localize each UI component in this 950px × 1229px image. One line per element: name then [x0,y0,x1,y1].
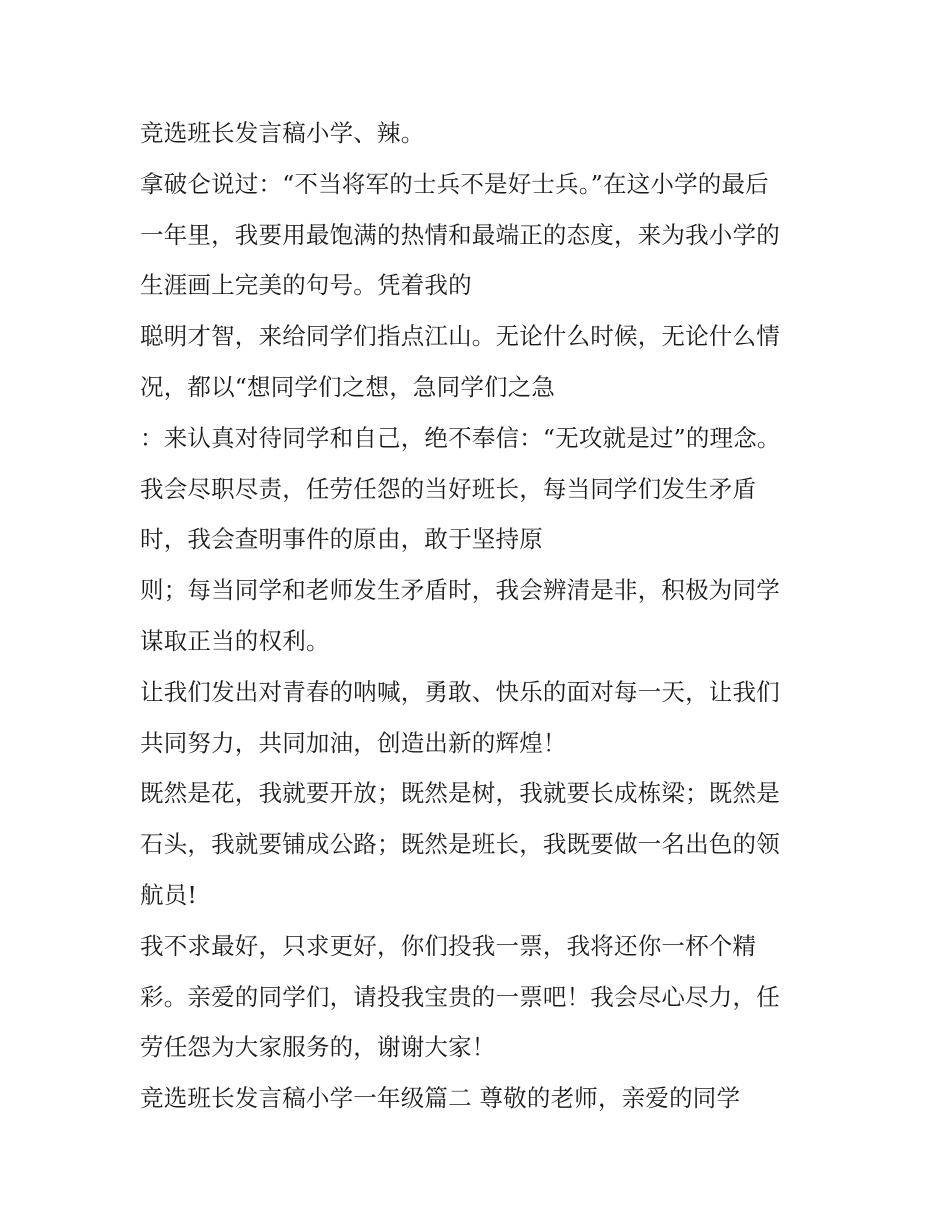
text-line: 时，我会查明事件的原由，敢于坚持原 [140,525,543,554]
text-line: 一年里，我要用最饱满的热情和最端正的态度，来为我小学的 [140,220,780,249]
text-line: 拿破仑说过：“不当将军的士兵不是好士兵。”在这小学的最后 [140,169,769,198]
text-line: 石头，我就要铺成公路；既然是班长，我既要做一名出色的领 [140,830,780,859]
text-line: 让我们发出对青春的呐喊，勇敢、快乐的面对每一天，让我们 [140,677,780,706]
text-line-section-heading: 竞选班长发言稿小学一年级篇二 尊敬的老师，亲爱的同学 [140,1084,741,1113]
text-line: 既然是花，我就要开放；既然是树，我就要长成栋梁；既然是 [140,779,780,808]
text-line: 劳任怨为大家服务的，谢谢大家！ [140,1033,496,1062]
text-line: 航员! [140,880,198,909]
document-body [140,108,830,1124]
text-line: 共同努力，共同加油，创造出新的辉煌！ [140,728,567,757]
text-line: 彩。亲爱的同学们，请投我宝贵的一票吧！我会尽心尽力，任 [140,982,780,1011]
text-line: 聪明才智，来给同学们指点江山。无论什么时候，无论什么情 [140,322,780,351]
text-line: 我会尽职尽责，任劳任怨的当好班长，每当同学们发生矛盾 [140,474,757,503]
text-line: 则；每当同学和老师发生矛盾时，我会辨清是非，积极为同学 [140,576,780,605]
text-line: 谋取正当的权利。 [140,626,330,655]
text-line: 我不求最好，只求更好，你们投我一票，我将还你一杯个精 [140,931,757,960]
text-line: 生涯画上完美的句号。凭着我的 [140,271,472,300]
text-line: 况，都以“想同学们之想，急同学们之急 [140,372,556,401]
text-line-title: 竞选班长发言稿小学、辣。 [140,119,425,147]
text-line: ：来认真对待同学和自己，绝不奉信：“无攻就是过”的理念。 [140,423,781,452]
